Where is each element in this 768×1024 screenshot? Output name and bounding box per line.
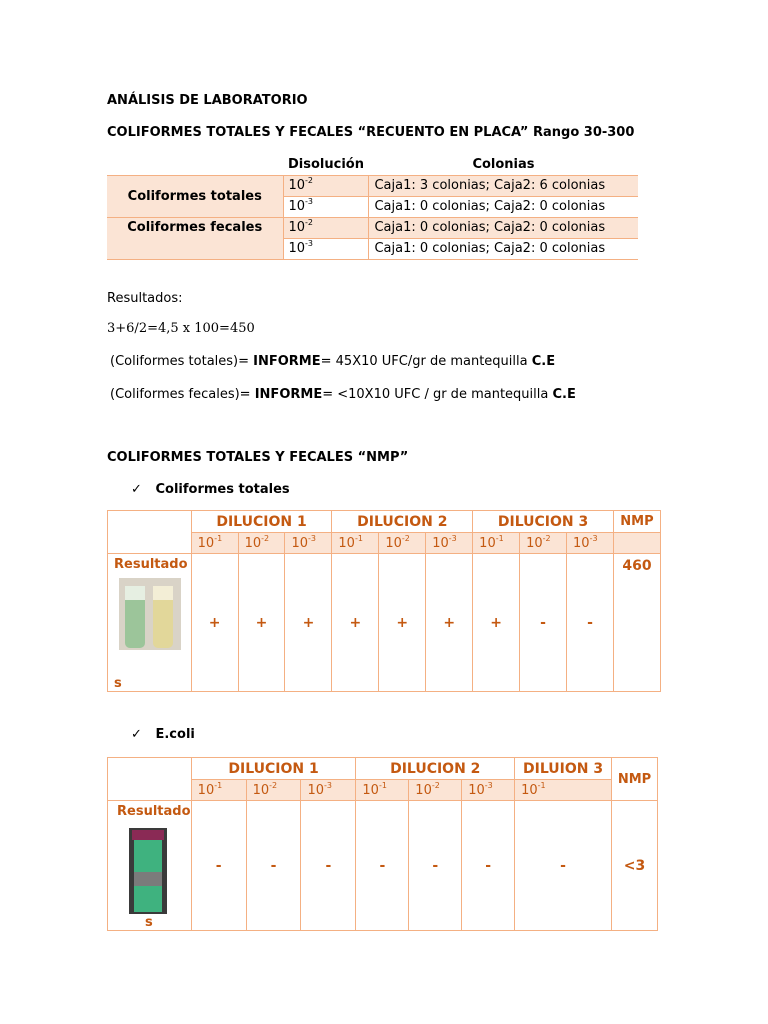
dilution-cell: $10^{-2}$ bbox=[409, 780, 462, 801]
dilution-cell: $10^{-1}$ bbox=[191, 780, 246, 801]
nmp-header: NMP bbox=[611, 758, 657, 801]
check-item-ecoli: ✓ E.coli bbox=[131, 727, 195, 742]
corner-cell bbox=[108, 758, 192, 801]
result-sign: - bbox=[409, 801, 462, 931]
colonias-cell: Caja1: 3 colonias; Caja2: 6 colonias bbox=[369, 176, 638, 197]
dilution-cell: $10^{-2}$ bbox=[379, 533, 426, 554]
section-title-nmp: COLIFORMES TOTALES Y FECALES “NMP” bbox=[107, 450, 409, 465]
dilution-cell: $10^{-3}$ bbox=[283, 239, 369, 260]
result-sign: - bbox=[356, 801, 409, 931]
results-label: Resultados: bbox=[107, 291, 183, 306]
dilution-cell: $10^{-2}$ bbox=[520, 533, 567, 554]
result-sign: - bbox=[301, 801, 356, 931]
header-colonias: Colonias bbox=[472, 157, 535, 172]
dilution-cell: $10^{-2}$ bbox=[238, 533, 285, 554]
dilution-cell: $10^{-2}$ bbox=[246, 780, 301, 801]
dilution-cell: $10^{-2}$ bbox=[283, 176, 369, 197]
row-label-totales: Coliformes totales bbox=[107, 176, 283, 218]
result-sign: + bbox=[332, 554, 379, 692]
test-tube-image bbox=[129, 828, 167, 914]
group-header: DILUCION 1 bbox=[191, 758, 356, 780]
dilution-cell: $10^{-3}$ bbox=[283, 197, 369, 218]
check-item-totales: ✓ Coliformes totales bbox=[131, 482, 290, 497]
dilution-cell: $10^{-1}$ bbox=[332, 533, 379, 554]
dilution-cell: $10^{-3}$ bbox=[301, 780, 356, 801]
section-title-recuento: COLIFORMES TOTALES Y FECALES “RECUENTO EN PLACA” Rango 30-300 bbox=[107, 125, 635, 140]
result-sign: - bbox=[462, 801, 515, 931]
dilution-cell: $10^{-1}$ bbox=[515, 780, 612, 801]
result-sign: - bbox=[520, 554, 567, 692]
formula: 3+6/2=4,5 x 100=450 bbox=[107, 321, 255, 336]
check-icon: ✓ bbox=[131, 482, 142, 497]
dilution-cell: $10^{-3}$ bbox=[462, 780, 515, 801]
group-header: DILUCION 1 bbox=[191, 511, 332, 533]
dilution-cell: $10^{-1}$ bbox=[191, 533, 238, 554]
group-header: DILUCION 2 bbox=[332, 511, 473, 533]
dilution-cell: $10^{-2}$ bbox=[283, 218, 369, 239]
result-sign: - bbox=[246, 801, 301, 931]
informe-fecales: (Coliformes fecales)= INFORME= <10X10 UFC / gr de mantequilla C.E bbox=[110, 387, 576, 402]
result-cell: Resultado s bbox=[108, 554, 192, 692]
result-sign: - bbox=[567, 554, 614, 692]
nmp-table-totales bbox=[107, 510, 661, 692]
dilution-cell: $10^{-1}$ bbox=[356, 780, 409, 801]
nmp-header: NMP bbox=[613, 511, 660, 533]
group-header: DILUCION 2 bbox=[356, 758, 515, 780]
row-label-fecales: Coliformes fecales bbox=[107, 218, 283, 260]
header-disolucion: Disolución bbox=[288, 157, 364, 172]
dilution-cell: $10^{-1}$ bbox=[473, 533, 520, 554]
recuento-table bbox=[107, 155, 638, 260]
dilution-cell: $10^{-3}$ bbox=[285, 533, 332, 554]
corner-cell bbox=[108, 511, 192, 554]
result-sign: + bbox=[379, 554, 426, 692]
colonias-cell: Caja1: 0 colonias; Caja2: 0 colonias bbox=[369, 197, 638, 218]
informe-totales: (Coliformes totales)= INFORME= 45X10 UFC/gr de mantequilla C.E bbox=[110, 354, 556, 369]
result-sign: - bbox=[191, 801, 246, 931]
result-sign: - bbox=[515, 801, 612, 931]
result-cell: Resultado s bbox=[108, 801, 192, 931]
result-sign: + bbox=[473, 554, 520, 692]
test-tubes-image bbox=[119, 578, 181, 650]
nmp-sub-blank bbox=[613, 533, 660, 554]
colonias-cell: Caja1: 0 colonias; Caja2: 0 colonias bbox=[369, 239, 638, 260]
check-icon: ✓ bbox=[131, 727, 142, 742]
group-header: DILUCION 3 bbox=[473, 511, 614, 533]
dilution-cell: $10^{-3}$ bbox=[567, 533, 614, 554]
dilution-cell: $10^{-3}$ bbox=[426, 533, 473, 554]
nmp-table-ecoli bbox=[107, 757, 658, 931]
result-sign: + bbox=[191, 554, 238, 692]
nmp-value: 460 bbox=[613, 554, 660, 692]
result-sign: + bbox=[238, 554, 285, 692]
nmp-value: <3 bbox=[611, 801, 657, 931]
group-header: DILUION 3 bbox=[515, 758, 612, 780]
colonias-cell: Caja1: 0 colonias; Caja2: 0 colonias bbox=[369, 218, 638, 239]
result-sign: + bbox=[285, 554, 332, 692]
result-sign: + bbox=[426, 554, 473, 692]
page-title: ANÁLISIS DE LABORATORIO bbox=[107, 93, 308, 108]
